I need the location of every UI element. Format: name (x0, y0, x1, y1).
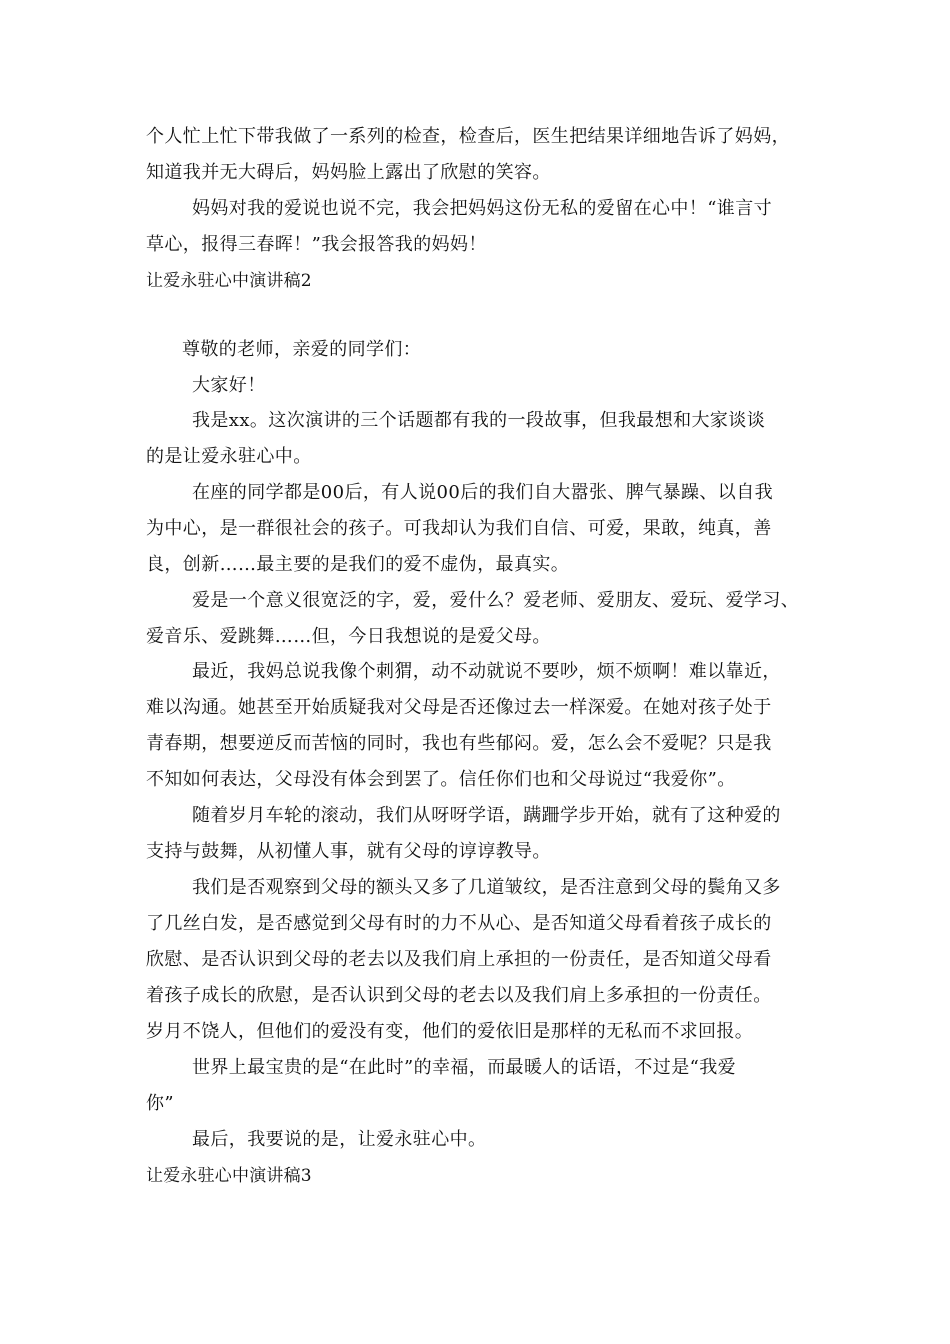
paragraph-line: 最后，我要说的是，让爱永驻心中。 (192, 1129, 487, 1150)
paragraph-line: 我们是否观察到父母的额头又多了几道皱纹，是否注意到父母的鬓角又多 (192, 877, 781, 898)
paragraph-line: 随着岁月车轮的滚动，我们从呀呀学语，蹒跚学步开始，就有了这种爱的 (192, 805, 781, 826)
paragraph-line: 最近，我妈总说我像个刺猬，动不动就说不要吵，烦不烦啊！难以靠近， (192, 661, 781, 682)
greeting: 大家好！ (192, 375, 266, 396)
paragraph-line: 爱音乐、爱跳舞……但，今日我想说的是爱父母。 (146, 626, 551, 647)
paragraph-line: 良，创新……最主要的是我们的爱不虚伪，最真实。 (146, 554, 570, 575)
section-title: 让爱永驻心中演讲稿3 (146, 1166, 312, 1186)
paragraph-line: 个人忙上忙下带我做了一系列的检查，检查后，医生把结果详细地告诉了妈妈， (146, 126, 790, 147)
paragraph-line: 在座的同学都是00后，有人说00后的我们自大嚣张、脾气暴躁、以自我 (192, 482, 774, 503)
paragraph-line: 我是xx。这次演讲的三个话题都有我的一段故事，但我最想和大家谈谈 (192, 410, 766, 431)
paragraph-line: 了几丝白发，是否感觉到父母有时的力不从心、是否知道父母看着孩子成长的 (146, 913, 772, 934)
paragraph-line: 爱是一个意义很宽泛的字，爱，爱什么？爱老师、爱朋友、爱玩、爱学习、 (192, 590, 800, 611)
paragraph-line: 妈妈对我的爱说也说不完，我会把妈妈这份无私的爱留在心中！“谁言寸 (192, 198, 772, 219)
paragraph-line: 难以沟通。她甚至开始质疑我对父母是否还像过去一样深爱。在她对孩子处于 (146, 697, 772, 718)
paragraph-line: 为中心，是一群很社会的孩子。可我却认为我们自信、可爱，果敢，纯真，善 (146, 518, 772, 539)
paragraph-line: 你” (146, 1093, 175, 1114)
paragraph-line: 知道我并无大碍后，妈妈脸上露出了欣慰的笑容。 (146, 162, 551, 183)
paragraph-line: 青春期，想要逆反而苦恼的同时，我也有些郁闷。爱，怎么会不爱呢？只是我 (146, 733, 772, 754)
salutation: 尊敬的老师，亲爱的同学们： (182, 339, 422, 360)
section-title: 让爱永驻心中演讲稿2 (146, 271, 312, 291)
paragraph-line: 的是让爱永驻心中。 (146, 446, 312, 467)
paragraph-line: 支持与鼓舞，从初懂人事，就有父母的谆谆教导。 (146, 841, 551, 862)
paragraph-line: 着孩子成长的欣慰，是否认识到父母的老去以及我们肩上多承担的一份责任。 (146, 985, 772, 1006)
paragraph-line: 欣慰、是否认识到父母的老去以及我们肩上承担的一份责任，是否知道父母看 (146, 949, 772, 970)
paragraph-line: 岁月不饶人，但他们的爱没有变，他们的爱依旧是那样的无私而不求回报。 (146, 1021, 754, 1042)
paragraph-line: 世界上最宝贵的是“在此时”的幸福，而最暖人的话语，不过是“我爱 (192, 1057, 737, 1078)
paragraph-line: 不知如何表达，父母没有体会到罢了。信任你们也和父母说过“我爱你”。 (146, 769, 736, 790)
paragraph-line: 草心，报得三春晖！”我会报答我的妈妈！ (146, 234, 487, 255)
